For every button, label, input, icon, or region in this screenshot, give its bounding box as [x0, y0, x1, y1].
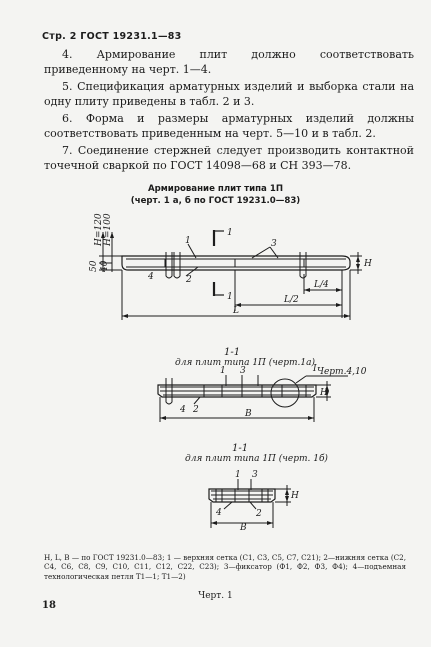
s1-label-2: 2 — [193, 405, 199, 415]
detail-ref-label: Черт.4,10 — [317, 367, 367, 377]
dim-h120: H=120 — [94, 213, 104, 246]
s1-label-1: 1 — [220, 366, 226, 376]
dim-h100: H=100 — [103, 213, 113, 246]
dim-h-right: H — [364, 259, 372, 269]
dim-l2: L/2 — [284, 295, 299, 305]
label-lower-mesh: 2 — [186, 275, 192, 285]
figure-caption: Черт. 1 — [198, 591, 233, 601]
section1-title: 1-1 — [224, 347, 241, 358]
dim-50: 50 — [89, 260, 99, 272]
section2-title: 1-1 — [232, 443, 249, 454]
dim-l: L — [233, 306, 239, 316]
label-fixator: 3 — [271, 239, 277, 249]
label-lifting-loop: 4 — [148, 272, 154, 282]
detail-i-label: I — [313, 364, 317, 374]
paragraph-4: 4. Армирование плит должно соответствовать приведенному на черт. 1—4. — [44, 48, 414, 76]
page-number: 18 — [42, 600, 56, 611]
figure-legend: H, L, B — по ГОСТ 19231.0—83; 1 — верхняя сетка (С1, С3, С5, С7, С21); 2—нижняя сетка (С2, С4, С6, С8, С9, С10, С11, С12, С22, С23); 3—фиксатор (Ф1, Ф2, Ф3, Ф4); 4—подъемная технологическая петля Т1—1; Т1—2) — [44, 553, 406, 581]
s2-dim-b: B — [240, 523, 247, 533]
s2-dim-h: H — [291, 491, 299, 501]
paragraph-6: 6. Форма и размеры арматурных изделий должны соответствовать приведенным на черт. 5—10 и в табл. 2. — [44, 112, 414, 140]
s1-label-3: 3 — [240, 366, 246, 376]
figure-subtitle: (черт. 1 а, б по ГОСТ 19231.0—83) — [130, 196, 301, 206]
cut-label-top: 1 — [227, 228, 233, 238]
s1-label-4: 4 — [180, 405, 186, 415]
section1-subtitle: для плит типа 1П (черт.1а) — [175, 358, 315, 368]
s2-label-3: 3 — [252, 470, 258, 480]
paragraph-5: 5. Спецификация арматурных изделий и выборка стали на одну плиту приведены в табл. 2 и 3. — [44, 80, 414, 108]
page-header: Стр. 2 ГОСТ 19231.1—83 — [42, 31, 182, 42]
label-upper-mesh: 1 — [185, 236, 191, 246]
paragraph-7: 7. Соединение стержней следует производить контактной точечной сваркой по ГОСТ 14098—68 и СН 393—78. — [44, 144, 414, 172]
s2-label-2: 2 — [256, 509, 262, 519]
section2-subtitle: для плит типа 1П (черт. 1б) — [185, 454, 328, 464]
figure-title: Армирование плит типа 1П — [147, 184, 284, 194]
s1-dim-b: B — [245, 409, 252, 419]
s2-label-1: 1 — [235, 470, 241, 480]
dim-40: 40 — [100, 260, 110, 272]
s1-dim-h: H — [320, 388, 328, 398]
s2-label-4: 4 — [216, 508, 222, 518]
cut-label-bottom: 1 — [227, 292, 233, 302]
dim-l4: L/4 — [314, 280, 329, 290]
